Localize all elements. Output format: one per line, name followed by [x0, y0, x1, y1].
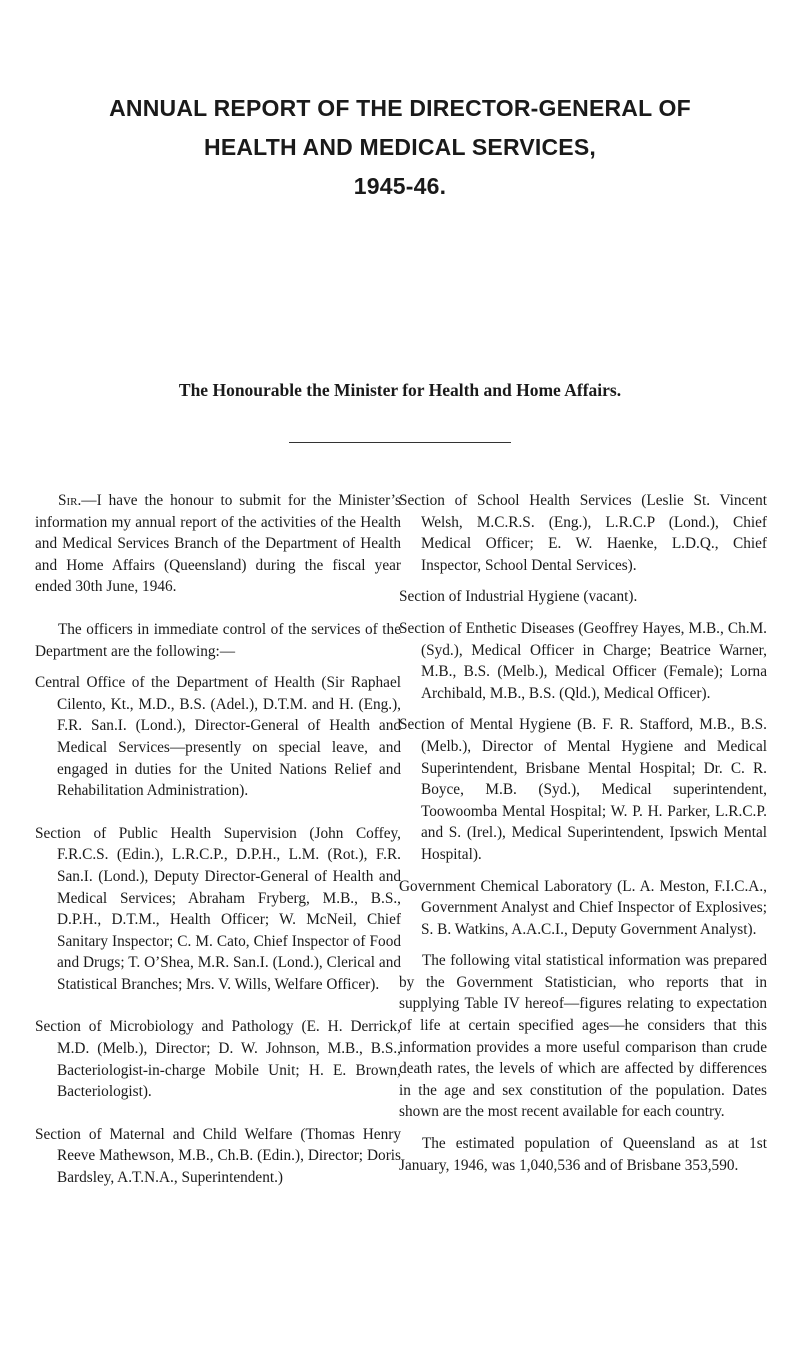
enthetic-diseases-entry: Section of Enthetic Diseases (Geoffrey Hayes, M.B., Ch.M. (Syd.), Medical Officer in Charge; Beatrice Warner, M.B., B.S. (Melb.), Medical Officer (Female); Lorna Archibald, M.B., B.S. (Qld.), Medical Officer).: [399, 619, 767, 702]
school-health-entry: Section of School Health Services (Leslie St. Vincent Welsh, M.C.R.S. (Eng.), L.R.C.P (Lond.), Chief Medical Officer; E. W. Haenke, L.D.Q., Chief Inspector, School Dental Services).: [399, 492, 767, 574]
population-paragraph: The estimated population of Queensland as at 1st January, 1946, was 1,040,536 and of Brisbane 353,590.: [399, 1135, 767, 1174]
intro-text: .—I have the honour to submit for the Minister’s information my annual report of the activities of the Health and Medical Services Branch of the Department of Health and Home Affairs (Queensland) during the fiscal year ended 30th June, 1946.: [35, 492, 401, 596]
mental-hygiene-entry: Section of Mental Hygiene (B. F. R. Stafford, M.B., B.S. (Melb.), Director of Mental Hygiene and Medical Superintendent, Brisbane Mental Hospital; Dr. C. R. Boyce, M.B. (Syd.), Medical superintendent, Toowoomba Mental Hospital; W. P. H. Parker, L.R.C.P. and S. (Irel.), Medical Superintendent, Ipswich Mental Hospital).: [399, 716, 767, 863]
salutation: Sir: [57, 492, 78, 509]
left-column: [35, 490, 401, 1189]
chemical-laboratory-entry: Government Chemical Laboratory (L. A. Meston, F.I.C.A., Government Analyst and Chief Inspector of Explosives; S. B. Watkins, A.A.C.I., Deputy Government Analyst).: [399, 877, 767, 938]
central-office-entry: Central Office of the Department of Health (Sir Raphael Cilento, Kt., M.D., B.S. (Adel.), D.T.M. and H. (Eng.), F.R. San.I. (Lond.), Director-General of Health and Medical Services—presently on special leave, and engaged in duties for the United Nations Relief and Rehabilitation Administration).: [35, 674, 401, 800]
addressee-heading: The Honourable the Minister for Health and Home Affairs.: [178, 380, 622, 400]
vital-statistics-paragraph: The following vital statistical information was prepared by the Government Statistician, who reports that in supplying Table IV hereof—figures relating to expectation of life at certain specified ages—he considers that this information provides a more useful comparison than crude death rates, the levels of which are affected by differences in the age and sex constitution of the population. Dates shown are the most recent available for each country.: [399, 952, 767, 1121]
maternal-welfare-entry: Section of Maternal and Child Welfare (Thomas Henry Reeve Mathewson, M.B., Ch.B. (Edin.), Director; Doris Bardsley, A.T.N.A., Superintendent.): [35, 1125, 401, 1187]
intro-paragraph: [35, 490, 401, 598]
divider-rule: [289, 442, 511, 443]
microbiology-entry: Section of Microbiology and Pathology (E. H. Derrick, M.D. (Melb.), Director; D. W. Johnson, M.B., B.S., Bacteriologist-in-charge Mobile Unit; H. E. Brown, Bacteriologist).: [35, 1018, 401, 1101]
report-title-line-1: ANNUAL REPORT OF THE DIRECTOR-GENERAL OF: [109, 95, 691, 121]
report-title-line-2: HEALTH AND MEDICAL SERVICES,: [204, 134, 596, 160]
industrial-hygiene-entry: Section of Industrial Hygiene (vacant).: [399, 588, 638, 606]
right-column: [399, 490, 767, 1176]
public-health-entry: Section of Public Health Supervision (John Coffey, F.R.C.S. (Edin.), L.R.C.P., D.P.H., L.M. (Rot.), F.R. San.I. (Lond.), Deputy Director-General of Health and Medical Services; Abraham Fryberg, M.B., B.S., D.P.H., D.T.M., Health Officer; W. McNeil, Chief Sanitary Inspector; C. M. Cato, Chief Inspector of Food and Drugs; T. O’Shea, M.R. San.I. (Lond.), Clerical and Statistical Branches; Mrs. V. Wills, Welfare Officer).: [35, 824, 401, 993]
officers-intro-paragraph: The officers in immediate control of the services of the Department are the following:—: [35, 620, 401, 660]
report-year: 1945-46.: [353, 173, 447, 199]
